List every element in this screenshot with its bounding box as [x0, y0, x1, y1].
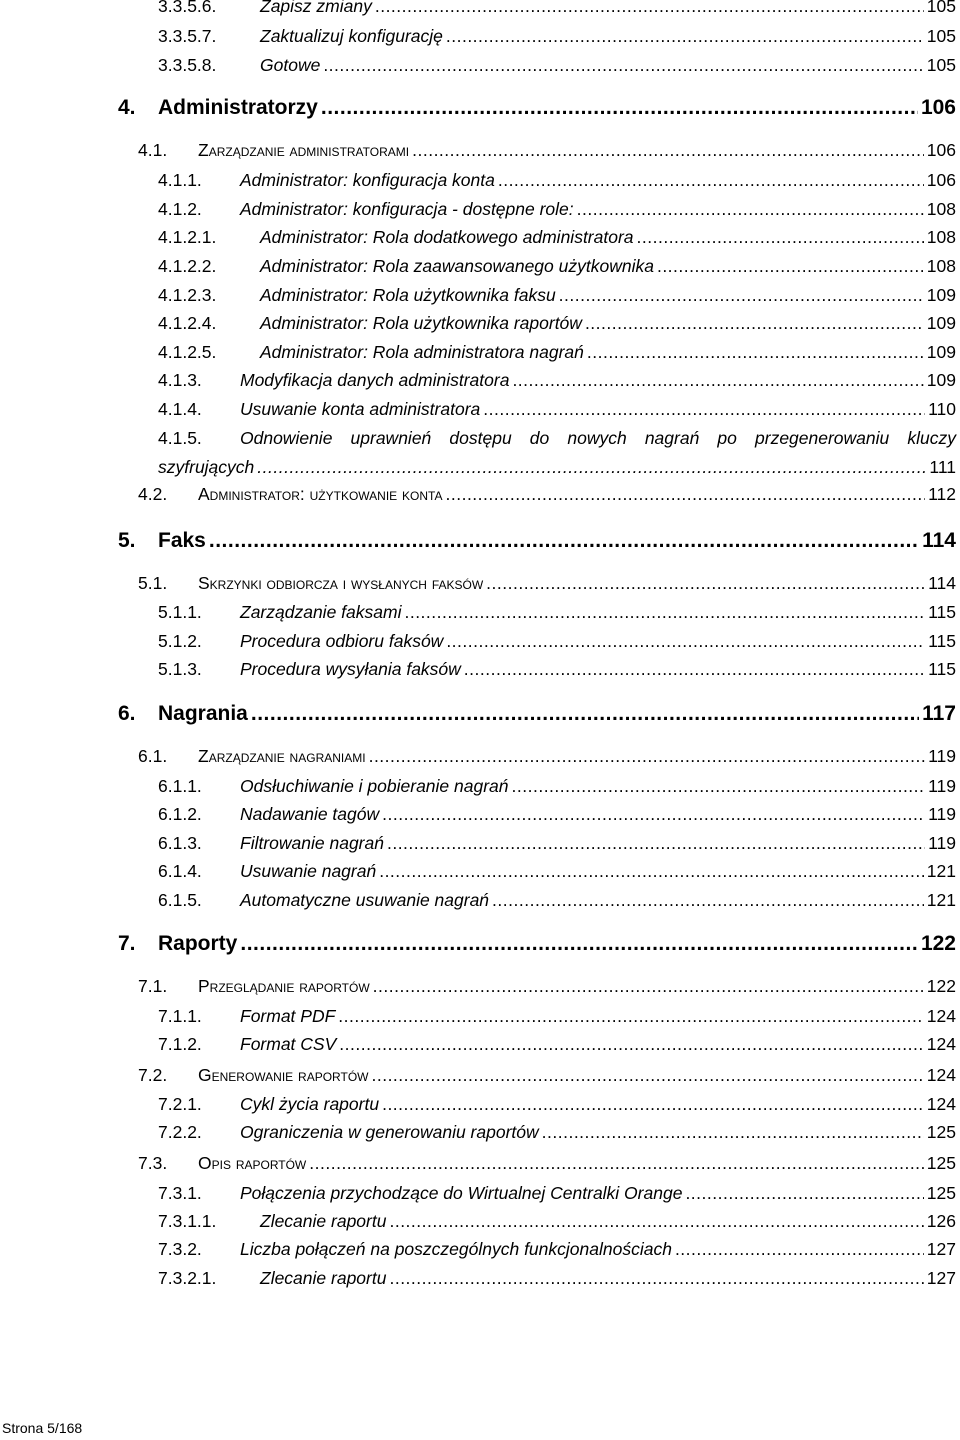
toc-entry-title: Zlecanie raportu [260, 1211, 387, 1231]
toc-entry-page: 109 [926, 370, 956, 390]
toc-leader-dots [209, 528, 919, 554]
toc-entry-page: 122 [926, 976, 956, 996]
toc-entry-page: 105 [926, 0, 956, 16]
toc-leader-dots [542, 1121, 924, 1143]
toc-entry-page: 106 [920, 96, 956, 119]
toc-leader-dots [379, 860, 924, 882]
toc-leader-dots [512, 369, 923, 391]
toc-entry-number: 5. [118, 529, 136, 552]
toc-entry-title: Procedura odbioru faksów [240, 631, 444, 651]
toc-leader-dots [389, 1267, 923, 1289]
toc-entry-number: 3.3.5.6. [158, 0, 217, 16]
toc-entry-page: 109 [926, 285, 956, 305]
toc-leader-dots [339, 1033, 924, 1055]
toc-entry-number: 3.3.5.8. [158, 55, 217, 75]
toc-entry-title: Liczba połączeń na poszczególnych funkcjonalnościach [240, 1239, 672, 1259]
toc-entry-number: 4.1.1. [158, 170, 202, 190]
toc-leader-dots [637, 226, 924, 248]
toc-entry-number: 6.1.2. [158, 804, 202, 824]
toc-entry-page: 105 [926, 55, 956, 75]
toc-entry-page: 106 [926, 140, 956, 160]
toc-entry-number: 4.1.2. [158, 199, 202, 219]
toc-entry-title: Administratorzy [158, 96, 318, 119]
toc-entry-number: 6.1.1. [158, 776, 202, 796]
toc-entry-number: 4.1.2.1. [158, 227, 217, 247]
toc-leader-dots [387, 832, 925, 854]
toc-leader-dots [389, 1210, 923, 1232]
toc-leader-dots [338, 1005, 924, 1027]
toc-entry-title: Ograniczenia w generowaniu raportów [240, 1122, 539, 1142]
toc-entry-page: 122 [920, 932, 956, 955]
toc-entry-page: 119 [928, 833, 956, 853]
toc-leader-dots [369, 745, 926, 767]
toc-leader-dots [446, 630, 925, 652]
toc-entry-number: 7.2.1. [158, 1094, 202, 1114]
toc-leader-dots [240, 931, 918, 957]
toc-entry-number: 7.2. [138, 1065, 168, 1085]
toc-entry-title: Zlecanie raportu [260, 1268, 387, 1288]
toc-entry-page: 125 [926, 1153, 956, 1173]
toc-entry-page: 117 [922, 702, 956, 725]
toc-entry-title: Zaktualizuj konfigurację [260, 26, 443, 46]
toc-entry-title: Modyfikacja danych administratora [240, 370, 510, 390]
toc-leader-dots [251, 701, 919, 727]
toc-entry-page: 109 [926, 342, 956, 362]
toc-leader-dots [587, 341, 924, 363]
toc-leader-dots [323, 54, 923, 76]
toc-entry-title: Odnowienie uprawnień dostępu do nowych nagrań po przegenerowaniu kluczy [240, 428, 956, 448]
toc-entry-page: 119 [928, 776, 956, 796]
toc-entry-title: Gotowe [260, 55, 321, 75]
toc-entry-page: 115 [928, 659, 956, 679]
toc-entry-title: Generowanie raportów [198, 1065, 369, 1085]
toc-entry-number: 4.1.4. [158, 399, 202, 419]
toc-entry-title: Zarządzanie administratorami [198, 140, 410, 160]
toc-leader-dots [375, 0, 924, 17]
toc-leader-dots [559, 284, 924, 306]
toc-entry-number: 3.3.5.7. [158, 26, 217, 46]
toc-entry-title: Odsłuchiwanie i pobieranie nagrań [240, 776, 509, 796]
toc-entry-title: Administrator: użytkowanie konta [198, 484, 443, 504]
toc-leader-dots [685, 1182, 923, 1204]
toc-entry-number: 4.1.5. [158, 428, 202, 448]
toc-entry-page: 112 [928, 484, 956, 504]
toc-entry-title: Przeglądanie raportów [198, 976, 370, 996]
toc-entry-number: 7.3. [138, 1153, 168, 1173]
toc-leader-dots [446, 483, 926, 505]
toc-entry-title: Administrator: Rola dodatkowego administratora [260, 227, 634, 247]
toc-leader-dots [257, 456, 926, 478]
toc-leader-dots [309, 1152, 924, 1174]
toc-leader-dots [371, 1064, 923, 1086]
toc-entry-number: 4.2. [138, 484, 168, 504]
toc-entry-title: Format PDF [240, 1006, 336, 1026]
toc-entry-page: 124 [926, 1006, 956, 1026]
toc-entry-number: 7.1.1. [158, 1006, 202, 1026]
toc-entry-title: Faks [158, 529, 206, 552]
toc-entry-title: Raporty [158, 932, 238, 955]
page-number-footer: Strona 5/168 [2, 1420, 83, 1436]
toc-entry-page: 124 [926, 1034, 956, 1054]
toc-entry-number: 4. [118, 96, 136, 119]
toc-entry-title: Usuwanie konta administratora [240, 399, 481, 419]
toc-entry-number: 4.1.2.3. [158, 285, 217, 305]
toc-entry-number: 7.3.2. [158, 1239, 202, 1259]
toc-entry-page: 110 [928, 399, 956, 419]
toc-entry-page: 119 [928, 746, 956, 766]
toc-entry-page: 115 [928, 602, 956, 622]
toc-leader-dots [483, 398, 925, 420]
toc-entry-page: 115 [928, 631, 956, 651]
toc-entry-page: 126 [926, 1211, 956, 1231]
toc-entry-number: 7.1. [138, 976, 168, 996]
toc-entry-number: 5.1. [138, 573, 168, 593]
toc-entry-number: 7.2.2. [158, 1122, 202, 1142]
toc-entry-title: Filtrowanie nagrań [240, 833, 384, 853]
toc-entry-page: 114 [922, 529, 956, 552]
toc-entry-number: 4.1.3. [158, 370, 202, 390]
toc-leader-dots [498, 169, 924, 191]
toc-leader-dots [412, 139, 924, 161]
toc-entry-number: 7.1.2. [158, 1034, 202, 1054]
toc-entry-number: 6. [118, 702, 136, 725]
toc-entry-page: 108 [926, 199, 956, 219]
toc-entry-number: 5.1.2. [158, 631, 202, 651]
toc-entry-title: Cykl życia raportu [240, 1094, 380, 1114]
toc-entry-title: Administrator: Rola użytkownika raportów [260, 313, 582, 333]
toc-entry-title: Procedura wysyłania faksów [240, 659, 461, 679]
toc-entry-number: 7.3.1.1. [158, 1211, 217, 1231]
toc-entry-title: Połączenia przychodzące do Wirtualnej Centralki Orange [240, 1183, 683, 1203]
toc-entry-number: 5.1.1. [158, 602, 202, 622]
toc-leader-dots [675, 1238, 924, 1260]
toc-entry-title: Nagrania [158, 702, 248, 725]
toc-entry-page: 124 [926, 1094, 956, 1114]
toc-entry-page: 114 [928, 573, 956, 593]
toc-leader-dots [585, 312, 924, 334]
toc-entry-title: Administrator: Rola administratora nagrań [260, 342, 584, 362]
toc-leader-dots [446, 25, 924, 47]
toc-entry-number: 4.1.2.4. [158, 313, 217, 333]
toc-entry-number: 7.3.2.1. [158, 1268, 217, 1288]
toc-entry-page: 119 [928, 804, 956, 824]
toc-entry-number: 4.1. [138, 140, 168, 160]
toc-entry-page: 111 [929, 457, 956, 477]
toc-entry-number: 6.1. [138, 746, 168, 766]
toc-leader-dots [382, 1093, 924, 1115]
toc-entry-title: Zapisz zmiany [260, 0, 372, 16]
toc-entry-title: Administrator: konfiguracja - dostępne role: [240, 199, 574, 219]
toc-entry-page: 124 [926, 1065, 956, 1085]
toc-entry-title: Opis raportów [198, 1153, 307, 1173]
toc-entry-page: 127 [926, 1239, 956, 1259]
toc-entry-page: 125 [926, 1122, 956, 1142]
toc-entry-title: Usuwanie nagrań [240, 861, 377, 881]
toc-entry-title: Administrator: Rola zaawansowanego użytkownika [260, 256, 654, 276]
toc-entry-number: 6.1.4. [158, 861, 202, 881]
toc-entry-page: 125 [926, 1183, 956, 1203]
toc-entry-title: Nadawanie tagów [240, 804, 380, 824]
toc-entry-number: 7. [118, 932, 136, 955]
toc-entry-number: 5.1.3. [158, 659, 202, 679]
toc-entry-page: 108 [926, 227, 956, 247]
toc-entry-title: Administrator: konfiguracja konta [240, 170, 495, 190]
toc-entry-title-continuation: szyfrujących ..... 111 [158, 456, 956, 478]
toc-entry-page: 108 [926, 256, 956, 276]
toc-entry-title: Format CSV [240, 1034, 337, 1054]
toc-entry-number: 6.1.3. [158, 833, 202, 853]
toc-leader-dots [382, 803, 925, 825]
toc-entry-page: 105 [926, 26, 956, 46]
toc-entry-page: 109 [926, 313, 956, 333]
toc-leader-dots [657, 255, 924, 277]
toc-entry-title: Skrzynki odbiorcza i wysłanych faksów [198, 573, 484, 593]
toc-leader-dots [404, 601, 925, 623]
toc-entry-title: Zarządzanie nagraniami [198, 746, 366, 766]
toc-leader-dots [321, 95, 918, 121]
toc-entry-number: 6.1.5. [158, 890, 202, 910]
toc-entry-page: 106 [926, 170, 956, 190]
toc-leader-dots [577, 198, 924, 220]
toc-entry-page: 121 [926, 861, 956, 881]
toc-leader-dots [373, 975, 924, 997]
toc-entry-page: 121 [926, 890, 956, 910]
toc-entry-title: Zarządzanie faksami [240, 602, 402, 622]
toc-entry-number: 4.1.2.2. [158, 256, 217, 276]
toc-entry-title: Automatyczne usuwanie nagrań [240, 890, 490, 910]
toc-entry-number: 7.3.1. [158, 1183, 202, 1203]
toc-entry-number: 4.1.2.5. [158, 342, 217, 362]
toc-leader-dots [512, 775, 926, 797]
toc-entry-page: 127 [926, 1268, 956, 1288]
toc-leader-dots [492, 889, 924, 911]
toc-entry-title: Administrator: Rola użytkownika faksu [260, 285, 556, 305]
toc-leader-dots [486, 572, 925, 594]
toc-leader-dots [464, 658, 925, 680]
